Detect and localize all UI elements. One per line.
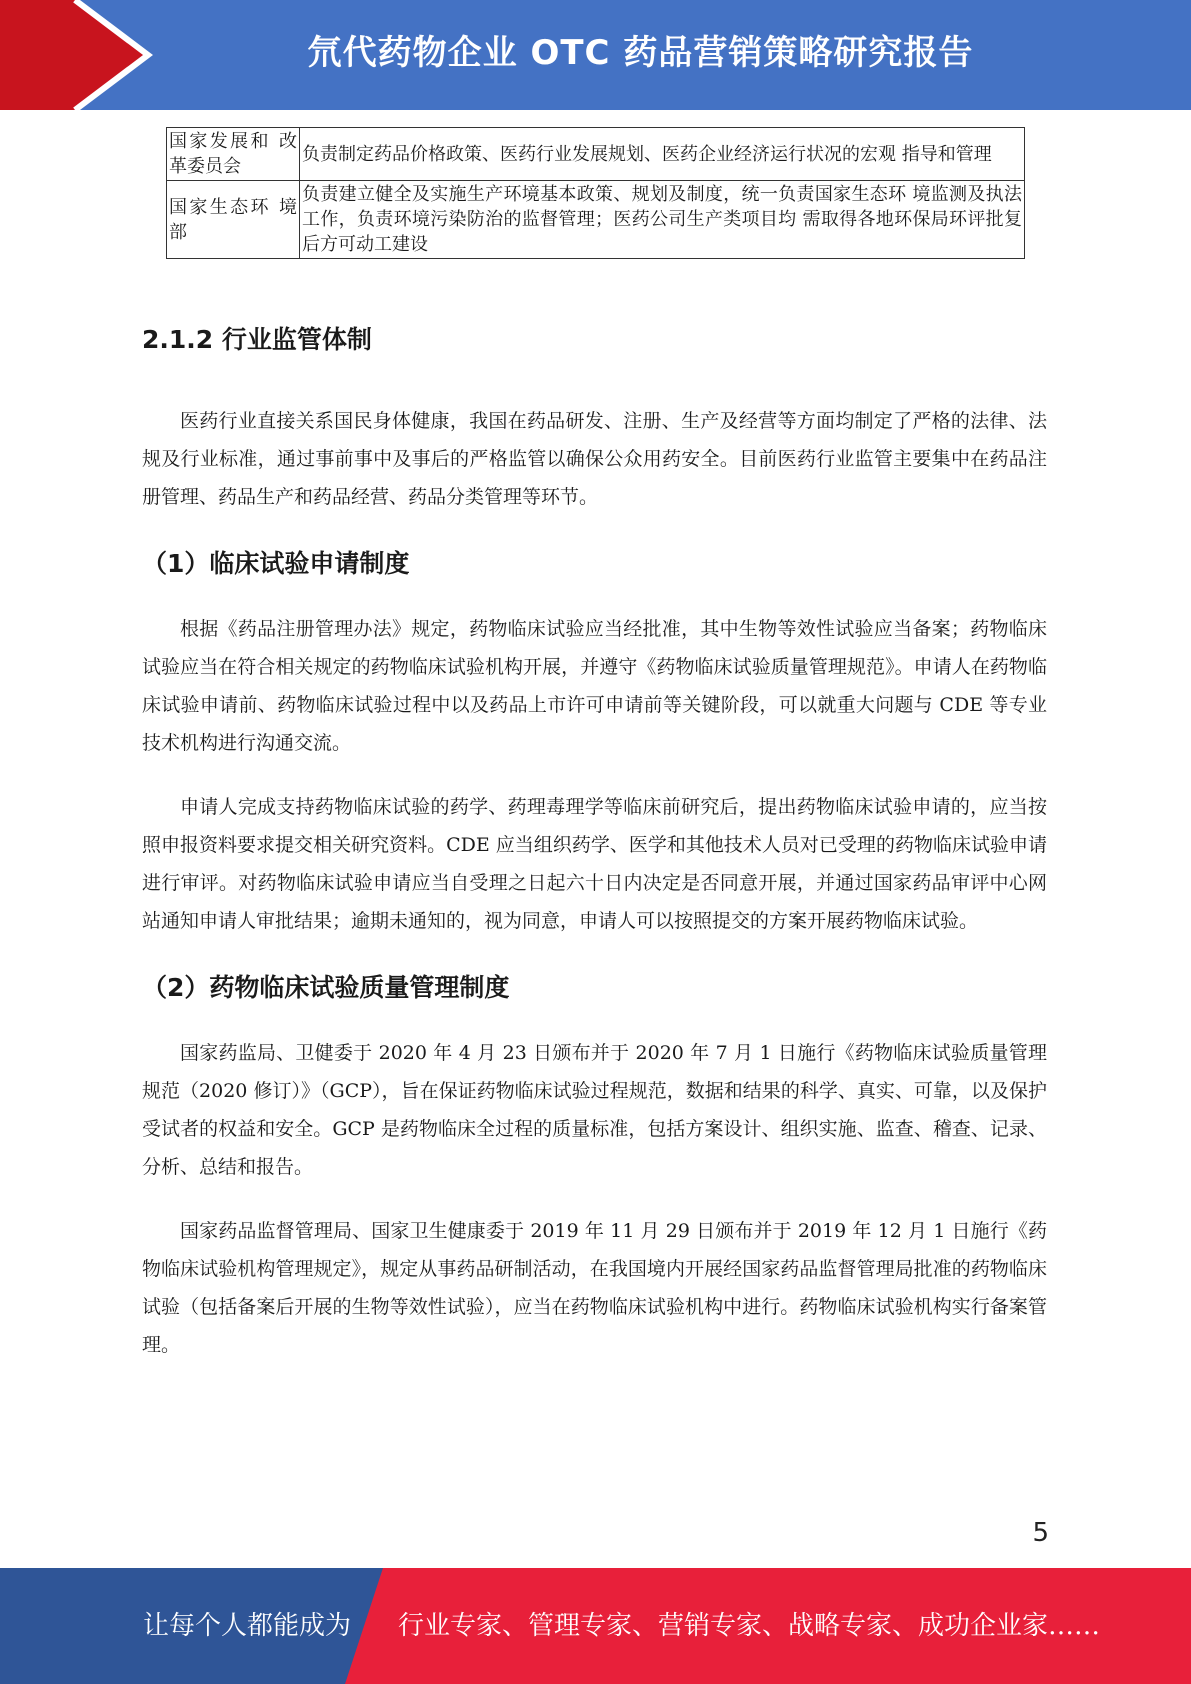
table-cell-duty: 负责建立健全及实施生产环境基本政策、规划及制度，统一负责国家生态环 境监测及执法工作，负责环境污染防治的监督管理；医药公司生产类项目均 需取得各地环保局环评批复后方可动工建设 (300, 181, 1025, 259)
paragraph: 国家药监局、卫健委于 2020 年 4 月 23 日颁布并于 2020 年 7 月 1 日施行《药物临床试验质量管理规范（2020 修订）》（GCP），旨在保证药物临床试验过程规范，数据和结果的科学、真实、可靠，以及保护受试者的权益和安全。GCP 是药物临床全过程的质量标准，包括方案设计、组织实施、监查、稽查、记录、分析、总结和报告。 (142, 1042, 1047, 1178)
paragraph: 医药行业直接关系国民身体健康，我国在药品研发、注册、生产及经营等方面均制定了严格的法律、法规及行业标准，通过事前事中及事后的严格监管以确保公众用药安全。目前医药行业监管主要集中在药品注册管理、药品生产和药品经营、药品分类管理等环节。 (142, 410, 1047, 508)
page-number: 5 (1032, 1518, 1049, 1548)
paragraph: 申请人完成支持药物临床试验的药学、药理毒理学等临床前研究后，提出药物临床试验申请的，应当按照申报资料要求提交相关研究资料。CDE 应当组织药学、医学和其他技术人员对已受理的药物临床试验申请进行审评。对药物临床试验申请应当自受理之日起六十日内决定是否同意开展，并通过国家药品审评中心网站通知申请人审批结果；逾期未通知的，视为同意，申请人可以按照提交的方案开展药物临床试验。 (142, 796, 1047, 932)
subsection-heading: （2）药物临床试验质量管理制度 (142, 973, 510, 1002)
footer-slogan-right: 行业专家、管理专家、营销专家、战略专家、成功企业家…… (398, 1611, 1101, 1641)
footer-slogan-left: 让每个人都能成为 (143, 1611, 352, 1641)
table-cell-agency: 国家生态环 境部 (167, 181, 300, 259)
report-title: 氘代药物企业 OTC 药品营销策略研究报告 (307, 33, 974, 73)
section-heading: 2.1.2 行业监管体制 (142, 325, 372, 354)
table-cell-agency: 国家发展和 改革委员会 (167, 128, 300, 181)
table-cell-duty: 负责制定药品价格政策、医药行业发展规划、医药企业经济运行状况的宏观 指导和管理 (300, 128, 1025, 181)
subsection-heading: （1）临床试验申请制度 (142, 549, 410, 578)
main-content (142, 290, 1047, 1390)
page-header (0, 0, 1191, 110)
table-row (167, 128, 1025, 181)
paragraph: 国家药品监督管理局、国家卫生健康委于 2019 年 11 月 29 日颁布并于 2019 年 12 月 1 日施行《药物临床试验机构管理规定》，规定从事药品研制活动，在我国境内开展经国家药品监督管理局批准的药物临床试验（包括备案后开展的生物等效性试验），应当在药物临床试验机构中进行。药物临床试验机构实行备案管理。 (142, 1220, 1047, 1356)
table-row (167, 181, 1025, 259)
page-footer (0, 1568, 1191, 1684)
regulator-table (166, 127, 1025, 259)
paragraph: 根据《药品注册管理办法》规定，药物临床试验应当经批准，其中生物等效性试验应当备案；药物临床试验应当在符合相关规定的药物临床试验机构开展，并遵守《药物临床试验质量管理规范》。申请人在药物临床试验申请前、药物临床试验过程中以及药品上市许可申请前等关键阶段，可以就重大问题与 CDE 等专业技术机构进行沟通交流。 (142, 618, 1047, 754)
